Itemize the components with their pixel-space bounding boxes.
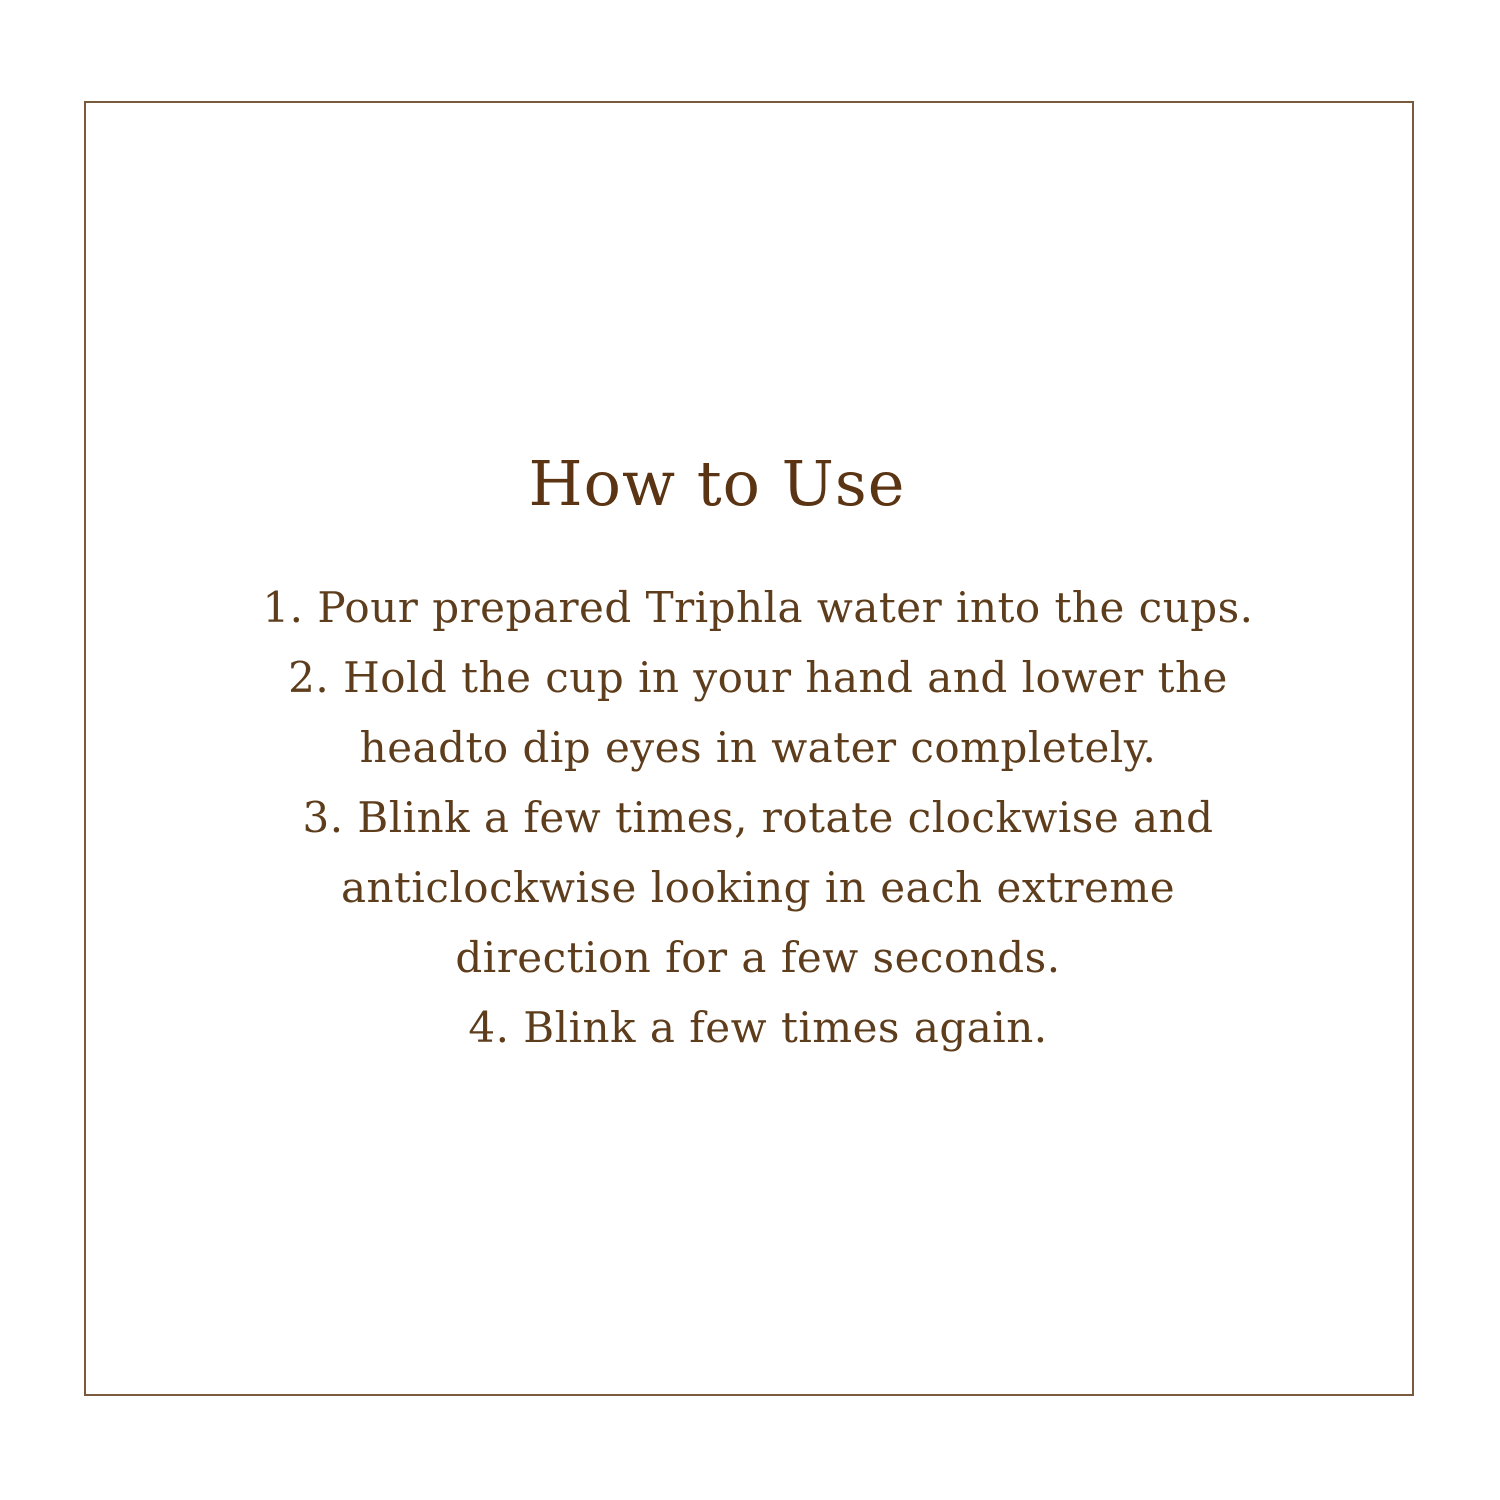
step-line: 4. Blink a few times again. [468,1003,1048,1052]
step-line: 3. Blink a few times, rotate clockwise and [302,793,1214,842]
step-line: direction for a few seconds. [455,933,1061,982]
step-line: 2. Hold the cup in your hand and lower the [288,653,1228,702]
instruction-steps [0,573,1500,1063]
step-line: 1. Pour prepared Triphla water into the cups. [262,583,1254,632]
step-line: headto dip eyes in water completely. [359,723,1157,772]
card-title: How to Use [528,447,906,520]
step-line: anticlockwise looking in each extreme [340,863,1176,912]
